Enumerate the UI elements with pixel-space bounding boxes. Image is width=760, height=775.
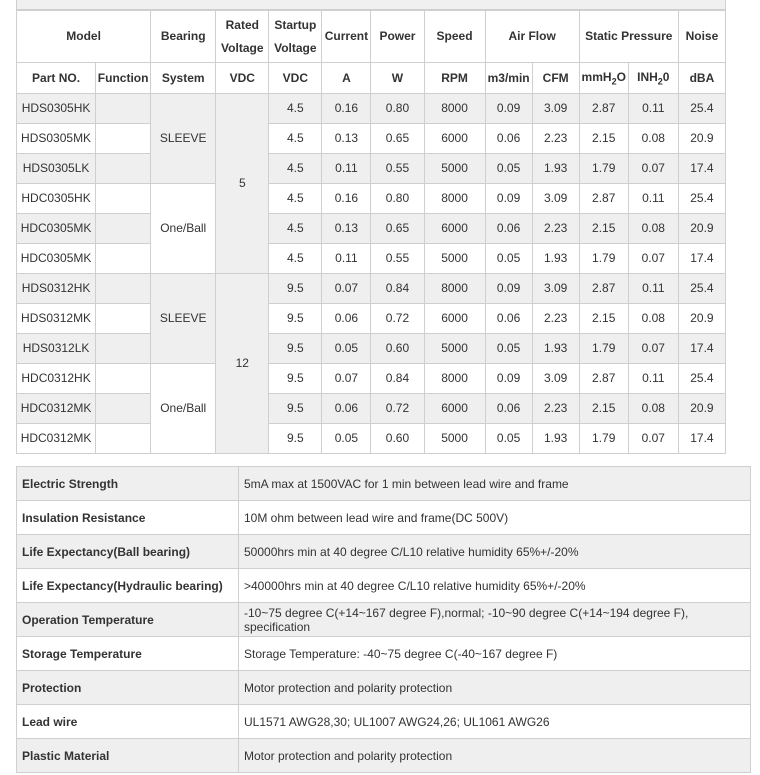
cell-air-flow-cfm: 2.23 xyxy=(532,304,579,334)
cell-power: 0.84 xyxy=(371,364,424,394)
cell-startup-voltage: 9.5 xyxy=(269,334,322,364)
cell-air-flow-m3min: 0.05 xyxy=(485,244,532,274)
cell-speed: 5000 xyxy=(424,334,485,364)
cell-power: 0.60 xyxy=(371,424,424,454)
cell-rated-voltage: 12 xyxy=(216,274,269,454)
cell-startup-voltage: 4.5 xyxy=(269,244,322,274)
header-system: System xyxy=(151,63,216,94)
table-row xyxy=(17,394,726,424)
cell-function xyxy=(96,124,151,154)
table-row xyxy=(17,214,726,244)
cell-bearing-system: One/Ball xyxy=(151,364,216,454)
cell-current: 0.11 xyxy=(322,244,371,274)
cell-pressure-inh2o: 0.07 xyxy=(628,154,678,184)
cell-power: 0.65 xyxy=(371,214,424,244)
cell-air-flow-m3min: 0.06 xyxy=(485,304,532,334)
cell-speed: 8000 xyxy=(424,184,485,214)
cell-noise: 20.9 xyxy=(678,394,725,424)
cell-function xyxy=(96,184,151,214)
cell-air-flow-m3min: 0.06 xyxy=(485,394,532,424)
cell-function xyxy=(96,424,151,454)
cell-speed: 5000 xyxy=(424,154,485,184)
cell-startup-voltage: 9.5 xyxy=(269,394,322,424)
cell-speed: 5000 xyxy=(424,424,485,454)
cell-function xyxy=(96,364,151,394)
cell-current: 0.06 xyxy=(322,394,371,424)
cell-noise: 25.4 xyxy=(678,94,725,124)
general-spec-table xyxy=(16,466,751,773)
cell-air-flow-cfm: 3.09 xyxy=(532,184,579,214)
cell-part-no: HDC0312MK xyxy=(17,394,96,424)
cell-noise: 17.4 xyxy=(678,244,725,274)
cell-part-no: HDC0305HK xyxy=(17,184,96,214)
cell-current: 0.07 xyxy=(322,364,371,394)
cell-current: 0.05 xyxy=(322,334,371,364)
header-air-flow: Air Flow xyxy=(485,11,579,63)
header-model: Model xyxy=(17,11,151,63)
cell-power: 0.72 xyxy=(371,394,424,424)
cell-startup-voltage: 4.5 xyxy=(269,94,322,124)
cell-air-flow-cfm: 1.93 xyxy=(532,244,579,274)
spec-row xyxy=(17,569,751,603)
cell-air-flow-m3min: 0.09 xyxy=(485,94,532,124)
cell-power: 0.60 xyxy=(371,334,424,364)
spec-value: 5mA max at 1500VAC for 1 min between lead wire and frame xyxy=(239,467,751,501)
cell-bearing-system: SLEEVE xyxy=(151,94,216,184)
table-row xyxy=(17,244,726,274)
cell-air-flow-cfm: 1.93 xyxy=(532,334,579,364)
header-unit-cfm: CFM xyxy=(532,63,579,94)
cell-pressure-mmh2o: 1.79 xyxy=(579,154,628,184)
cell-pressure-mmh2o: 2.87 xyxy=(579,184,628,214)
cell-pressure-inh2o: 0.11 xyxy=(628,364,678,394)
cell-speed: 6000 xyxy=(424,124,485,154)
cell-current: 0.05 xyxy=(322,424,371,454)
cell-noise: 20.9 xyxy=(678,124,725,154)
cell-air-flow-cfm: 2.23 xyxy=(532,124,579,154)
spec-label: Plastic Material xyxy=(17,739,239,773)
cell-function xyxy=(96,274,151,304)
header-part-no: Part NO. xyxy=(17,63,96,94)
cell-startup-voltage: 9.5 xyxy=(269,364,322,394)
cell-pressure-mmh2o: 2.87 xyxy=(579,274,628,304)
cell-speed: 6000 xyxy=(424,214,485,244)
cell-startup-voltage: 4.5 xyxy=(269,214,322,244)
cell-current: 0.06 xyxy=(322,304,371,334)
spec-row xyxy=(17,467,751,501)
cell-pressure-mmh2o: 2.15 xyxy=(579,214,628,244)
cell-pressure-inh2o: 0.07 xyxy=(628,334,678,364)
cell-air-flow-m3min: 0.09 xyxy=(485,184,532,214)
cell-current: 0.13 xyxy=(322,124,371,154)
cell-bearing-system: SLEEVE xyxy=(151,274,216,364)
cell-pressure-mmh2o: 1.79 xyxy=(579,334,628,364)
spec-value: >40000hrs min at 40 degree C/L10 relative humidity 65%+/-20% xyxy=(239,569,751,603)
spec-label: Protection xyxy=(17,671,239,705)
cell-air-flow-cfm: 1.93 xyxy=(532,424,579,454)
header-static-pressure: Static Pressure xyxy=(579,11,678,63)
cell-speed: 6000 xyxy=(424,304,485,334)
cell-pressure-inh2o: 0.11 xyxy=(628,184,678,214)
cell-air-flow-cfm: 1.93 xyxy=(532,154,579,184)
cell-air-flow-cfm: 3.09 xyxy=(532,364,579,394)
table-row xyxy=(17,364,726,394)
header-bearing: Bearing xyxy=(151,11,216,63)
cell-air-flow-m3min: 0.06 xyxy=(485,124,532,154)
spec-value: UL1571 AWG28,30; UL1007 AWG24,26; UL1061 AWG26 xyxy=(239,705,751,739)
spec-row xyxy=(17,637,751,671)
spec-label: Life Expectancy(Hydraulic bearing) xyxy=(17,569,239,603)
header-unit-w: W xyxy=(371,63,424,94)
cell-function xyxy=(96,244,151,274)
header-unit-rpm: RPM xyxy=(424,63,485,94)
cell-rated-voltage: 5 xyxy=(216,94,269,274)
cell-power: 0.55 xyxy=(371,154,424,184)
spec-value: -10~75 degree C(+14~167 degree F),normal; -10~90 degree C(+14~194 degree F), specification xyxy=(239,603,751,637)
spec-label: Insulation Resistance xyxy=(17,501,239,535)
cell-speed: 8000 xyxy=(424,94,485,124)
table-row xyxy=(17,184,726,214)
cell-part-no: HDC0305MK xyxy=(17,214,96,244)
cell-current: 0.13 xyxy=(322,214,371,244)
cell-part-no: HDS0305LK xyxy=(17,154,96,184)
cell-air-flow-m3min: 0.05 xyxy=(485,154,532,184)
cell-part-no: HDS0305MK xyxy=(17,124,96,154)
spec-value: 50000hrs min at 40 degree C/L10 relative humidity 65%+/-20% xyxy=(239,535,751,569)
cell-power: 0.72 xyxy=(371,304,424,334)
cell-air-flow-cfm: 2.23 xyxy=(532,214,579,244)
table-row xyxy=(17,124,726,154)
table-row xyxy=(17,274,726,304)
cell-air-flow-cfm: 3.09 xyxy=(532,94,579,124)
cell-function xyxy=(96,154,151,184)
cell-noise: 17.4 xyxy=(678,154,725,184)
cell-power: 0.80 xyxy=(371,184,424,214)
cell-part-no: HDS0312MK xyxy=(17,304,96,334)
header-unit-a: A xyxy=(322,63,371,94)
cell-part-no: HDS0312LK xyxy=(17,334,96,364)
cell-pressure-mmh2o: 2.87 xyxy=(579,364,628,394)
spec-row xyxy=(17,535,751,569)
header-function: Function xyxy=(96,63,151,94)
cell-noise: 25.4 xyxy=(678,274,725,304)
cell-noise: 20.9 xyxy=(678,214,725,244)
header-unit-dba: dBA xyxy=(678,63,725,94)
cell-current: 0.07 xyxy=(322,274,371,304)
cell-part-no: HDC0312MK xyxy=(17,424,96,454)
header-startup-voltage: Startup Voltage xyxy=(269,11,322,63)
cell-speed: 5000 xyxy=(424,244,485,274)
cell-power: 0.80 xyxy=(371,94,424,124)
cell-function xyxy=(96,304,151,334)
cell-power: 0.55 xyxy=(371,244,424,274)
cell-speed: 8000 xyxy=(424,274,485,304)
cell-power: 0.84 xyxy=(371,274,424,304)
table-row xyxy=(17,94,726,124)
cell-pressure-inh2o: 0.08 xyxy=(628,214,678,244)
spec-label: Operation Temperature xyxy=(17,603,239,637)
cell-pressure-inh2o: 0.07 xyxy=(628,244,678,274)
spec-value: Motor protection and polarity protection xyxy=(239,739,751,773)
cell-function xyxy=(96,214,151,244)
spec-label: Lead wire xyxy=(17,705,239,739)
cell-startup-voltage: 9.5 xyxy=(269,304,322,334)
cell-air-flow-cfm: 3.09 xyxy=(532,274,579,304)
cell-power: 0.65 xyxy=(371,124,424,154)
spec-label: Storage Temperature xyxy=(17,637,239,671)
table-row xyxy=(17,304,726,334)
cell-pressure-mmh2o: 2.15 xyxy=(579,304,628,334)
cell-part-no: HDC0312HK xyxy=(17,364,96,394)
cell-air-flow-m3min: 0.05 xyxy=(485,424,532,454)
cell-speed: 6000 xyxy=(424,394,485,424)
spec-label: Electric Strength xyxy=(17,467,239,501)
header-rated-voltage: Rated Voltage xyxy=(216,11,269,63)
cell-air-flow-m3min: 0.05 xyxy=(485,334,532,364)
cell-noise: 25.4 xyxy=(678,364,725,394)
cell-part-no: HDS0312HK xyxy=(17,274,96,304)
cell-function xyxy=(96,394,151,424)
cell-noise: 17.4 xyxy=(678,334,725,364)
cell-pressure-mmh2o: 2.15 xyxy=(579,124,628,154)
cell-noise: 20.9 xyxy=(678,304,725,334)
fan-spec-table xyxy=(16,10,726,454)
header-rated-vdc: VDC xyxy=(216,63,269,94)
cell-part-no: HDC0305MK xyxy=(17,244,96,274)
header-startup-vdc: VDC xyxy=(269,63,322,94)
spec-row xyxy=(17,603,751,637)
spec-value: Motor protection and polarity protection xyxy=(239,671,751,705)
cell-noise: 17.4 xyxy=(678,424,725,454)
header-speed: Speed xyxy=(424,11,485,63)
cell-pressure-inh2o: 0.08 xyxy=(628,124,678,154)
table-row xyxy=(17,334,726,364)
spec-row xyxy=(17,501,751,535)
cell-air-flow-m3min: 0.06 xyxy=(485,214,532,244)
spec-row xyxy=(17,739,751,773)
cell-air-flow-m3min: 0.09 xyxy=(485,274,532,304)
spec-row xyxy=(17,671,751,705)
cell-pressure-inh2o: 0.11 xyxy=(628,94,678,124)
table-row xyxy=(17,154,726,184)
table-row xyxy=(17,424,726,454)
spec-label: Life Expectancy(Ball bearing) xyxy=(17,535,239,569)
header-noise: Noise xyxy=(678,11,725,63)
header-power: Power xyxy=(371,11,424,63)
cell-startup-voltage: 4.5 xyxy=(269,154,322,184)
cell-air-flow-cfm: 2.23 xyxy=(532,394,579,424)
cell-pressure-inh2o: 0.07 xyxy=(628,424,678,454)
header-unit-inh2o: $INH_20$ xyxy=(628,63,678,94)
cell-pressure-mmh2o: 1.79 xyxy=(579,424,628,454)
cell-startup-voltage: 4.5 xyxy=(269,124,322,154)
table-top-strip xyxy=(16,0,726,10)
cell-pressure-mmh2o: 1.79 xyxy=(579,244,628,274)
cell-pressure-inh2o: 0.11 xyxy=(628,274,678,304)
header-unit-m3min: m3/min xyxy=(485,63,532,94)
cell-part-no: HDS0305HK xyxy=(17,94,96,124)
cell-noise: 25.4 xyxy=(678,184,725,214)
cell-startup-voltage: 9.5 xyxy=(269,424,322,454)
cell-startup-voltage: 9.5 xyxy=(269,274,322,304)
cell-current: 0.16 xyxy=(322,184,371,214)
header-unit-mmh2o: mmH$_2$O xyxy=(579,63,628,94)
spec-value: Storage Temperature: -40~75 degree C(-40~167 degree F) xyxy=(239,637,751,671)
cell-function xyxy=(96,94,151,124)
cell-pressure-inh2o: 0.08 xyxy=(628,394,678,424)
cell-current: 0.16 xyxy=(322,94,371,124)
cell-function xyxy=(96,334,151,364)
spec-value: 10M ohm between lead wire and frame(DC 500V) xyxy=(239,501,751,535)
cell-pressure-inh2o: 0.08 xyxy=(628,304,678,334)
cell-speed: 8000 xyxy=(424,364,485,394)
cell-startup-voltage: 4.5 xyxy=(269,184,322,214)
cell-pressure-mmh2o: 2.15 xyxy=(579,394,628,424)
cell-air-flow-m3min: 0.09 xyxy=(485,364,532,394)
cell-bearing-system: One/Ball xyxy=(151,184,216,274)
cell-current: 0.11 xyxy=(322,154,371,184)
cell-pressure-mmh2o: 2.87 xyxy=(579,94,628,124)
spec-row xyxy=(17,705,751,739)
header-current: Current xyxy=(322,11,371,63)
